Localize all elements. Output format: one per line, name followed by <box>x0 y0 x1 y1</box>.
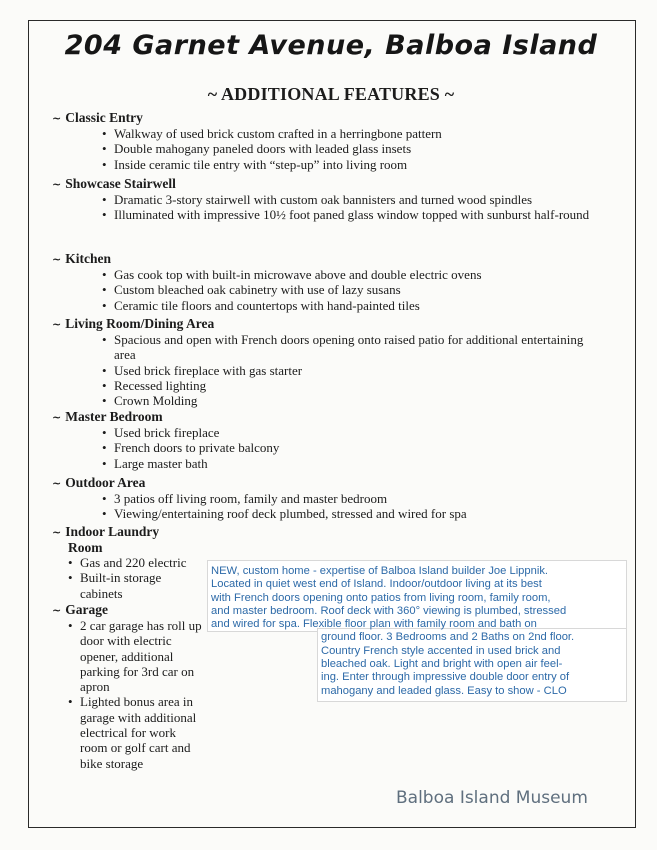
section-heading <box>52 176 592 192</box>
list-item: • Ceramic tile floors and countertops with hand-painted tiles <box>102 298 482 313</box>
tilde-marker: ~ <box>52 178 62 191</box>
list-item: • Used brick fireplace with gas starter <box>102 363 602 378</box>
list-item: • Custom bleached oak cabinetry with use of lazy susans <box>102 282 482 297</box>
document-subtitle: ~ ADDITIONAL FEATURES ~ <box>207 84 455 104</box>
list-item: • Large master bath <box>102 456 279 471</box>
section-heading-text: Living Room/Dining Area <box>65 316 215 331</box>
section-heading-continuation: Room <box>68 540 103 555</box>
list-item: • Dramatic 3-story stairwell with custom oak bannisters and turned wood spindles <box>102 192 592 207</box>
feature-list <box>52 618 203 771</box>
listing-line: NEW, custom home - expertise of Balboa Island builder Joe Lippnik. <box>211 565 549 577</box>
tilde-marker: ~ <box>52 112 62 125</box>
section-garage <box>52 602 203 771</box>
list-item: • French doors to private balcony <box>102 440 279 455</box>
tilde-marker: ~ <box>52 318 62 331</box>
section-heading <box>52 409 279 425</box>
feature-list <box>52 425 279 471</box>
section-living-dining <box>52 316 602 408</box>
section-heading-text: Master Bedroom <box>65 409 163 424</box>
list-item: • Gas cook top with built-in microwave above and double electric ovens <box>102 267 482 282</box>
section-heading-text: Indoor Laundry <box>65 524 160 539</box>
tilde-marker: ~ <box>52 477 62 490</box>
section-heading-text: Garage <box>65 602 108 617</box>
list-item: • Double mahogany paneled doors with leaded glass insets <box>102 141 442 156</box>
list-item: • Spacious and open with French doors opening onto raised patio for additional entertaining area <box>102 332 602 363</box>
tilde-marker: ~ <box>52 411 62 424</box>
listing-line: and master bedroom. Roof deck with 360° viewing is plumbed, stressed <box>211 604 567 617</box>
list-item: • Used brick fireplace <box>102 425 279 440</box>
listing-line: ing. Enter through impressive double door entry of <box>321 671 570 684</box>
section-heading <box>52 251 482 267</box>
feature-list <box>52 332 602 408</box>
listing-line: and wired for spa. Flexible floor plan with family room and bath on <box>211 618 537 631</box>
listing-description <box>211 565 631 698</box>
listing-line: Country French style accented in used brick and <box>321 644 561 657</box>
list-item: • Recessed lighting <box>102 378 602 393</box>
feature-list <box>52 491 467 522</box>
tilde-marker: ~ <box>52 526 62 539</box>
section-heading-text: Classic Entry <box>65 110 143 125</box>
listing-line: ground floor. 3 Bedrooms and 2 Baths on 2nd floor. <box>321 631 575 644</box>
list-item: • 3 patios off living room, family and master bedroom <box>102 491 467 506</box>
list-item: • Lighted bonus area in garage with additional electrical for work room or golf cart and bike storage <box>68 694 203 770</box>
section-kitchen <box>52 251 482 313</box>
feature-list <box>52 126 442 172</box>
list-item: • Illuminated with impressive 10½ foot paned glass window topped with sunburst half-round <box>102 207 592 222</box>
list-item: • Viewing/entertaining roof deck plumbed, stressed and wired for spa <box>102 506 467 521</box>
list-item: • Inside ceramic tile entry with “step-up” into living room <box>102 157 442 172</box>
section-heading <box>52 524 182 555</box>
section-heading-text: Outdoor Area <box>65 475 146 490</box>
section-heading <box>52 110 442 126</box>
museum-watermark: Balboa Island Museum <box>396 788 588 808</box>
listing-line: mahogany and leaded glass. Easy to show - CLO <box>321 684 567 697</box>
feature-list <box>52 267 482 313</box>
listing-line: with French doors opening onto patios from living room, family room, <box>211 591 551 604</box>
feature-list <box>52 555 208 601</box>
listing-line: Located in quiet west end of Island. Indoor/outdoor living at its best <box>211 578 542 591</box>
list-item: • Built-in storage cabinets <box>68 570 175 601</box>
listing-line: bleached oak. Light and bright with open air feel- <box>321 658 563 671</box>
list-item: • Crown Molding <box>102 393 602 408</box>
list-item: • Gas and 220 electric <box>68 555 208 570</box>
feature-list <box>52 192 592 223</box>
section-classic-entry <box>52 110 442 172</box>
list-item: • 2 car garage has roll up door with electric opener, additional parking for 3rd car on apron <box>68 618 203 694</box>
section-showcase-stairwell <box>52 176 592 223</box>
tilde-marker: ~ <box>52 604 62 617</box>
section-heading <box>52 475 467 491</box>
section-heading-text: Showcase Stairwell <box>65 176 176 191</box>
section-outdoor-area <box>52 475 467 522</box>
section-indoor-laundry <box>52 524 208 601</box>
section-heading-text: Kitchen <box>65 251 111 266</box>
section-master-bedroom <box>52 409 279 471</box>
section-heading <box>52 602 182 618</box>
list-item: • Walkway of used brick custom crafted in a herringbone pattern <box>102 126 442 141</box>
tilde-marker: ~ <box>52 253 62 266</box>
section-heading <box>52 316 602 332</box>
document-title: 204 Garnet Avenue, Balboa Island <box>64 30 598 61</box>
